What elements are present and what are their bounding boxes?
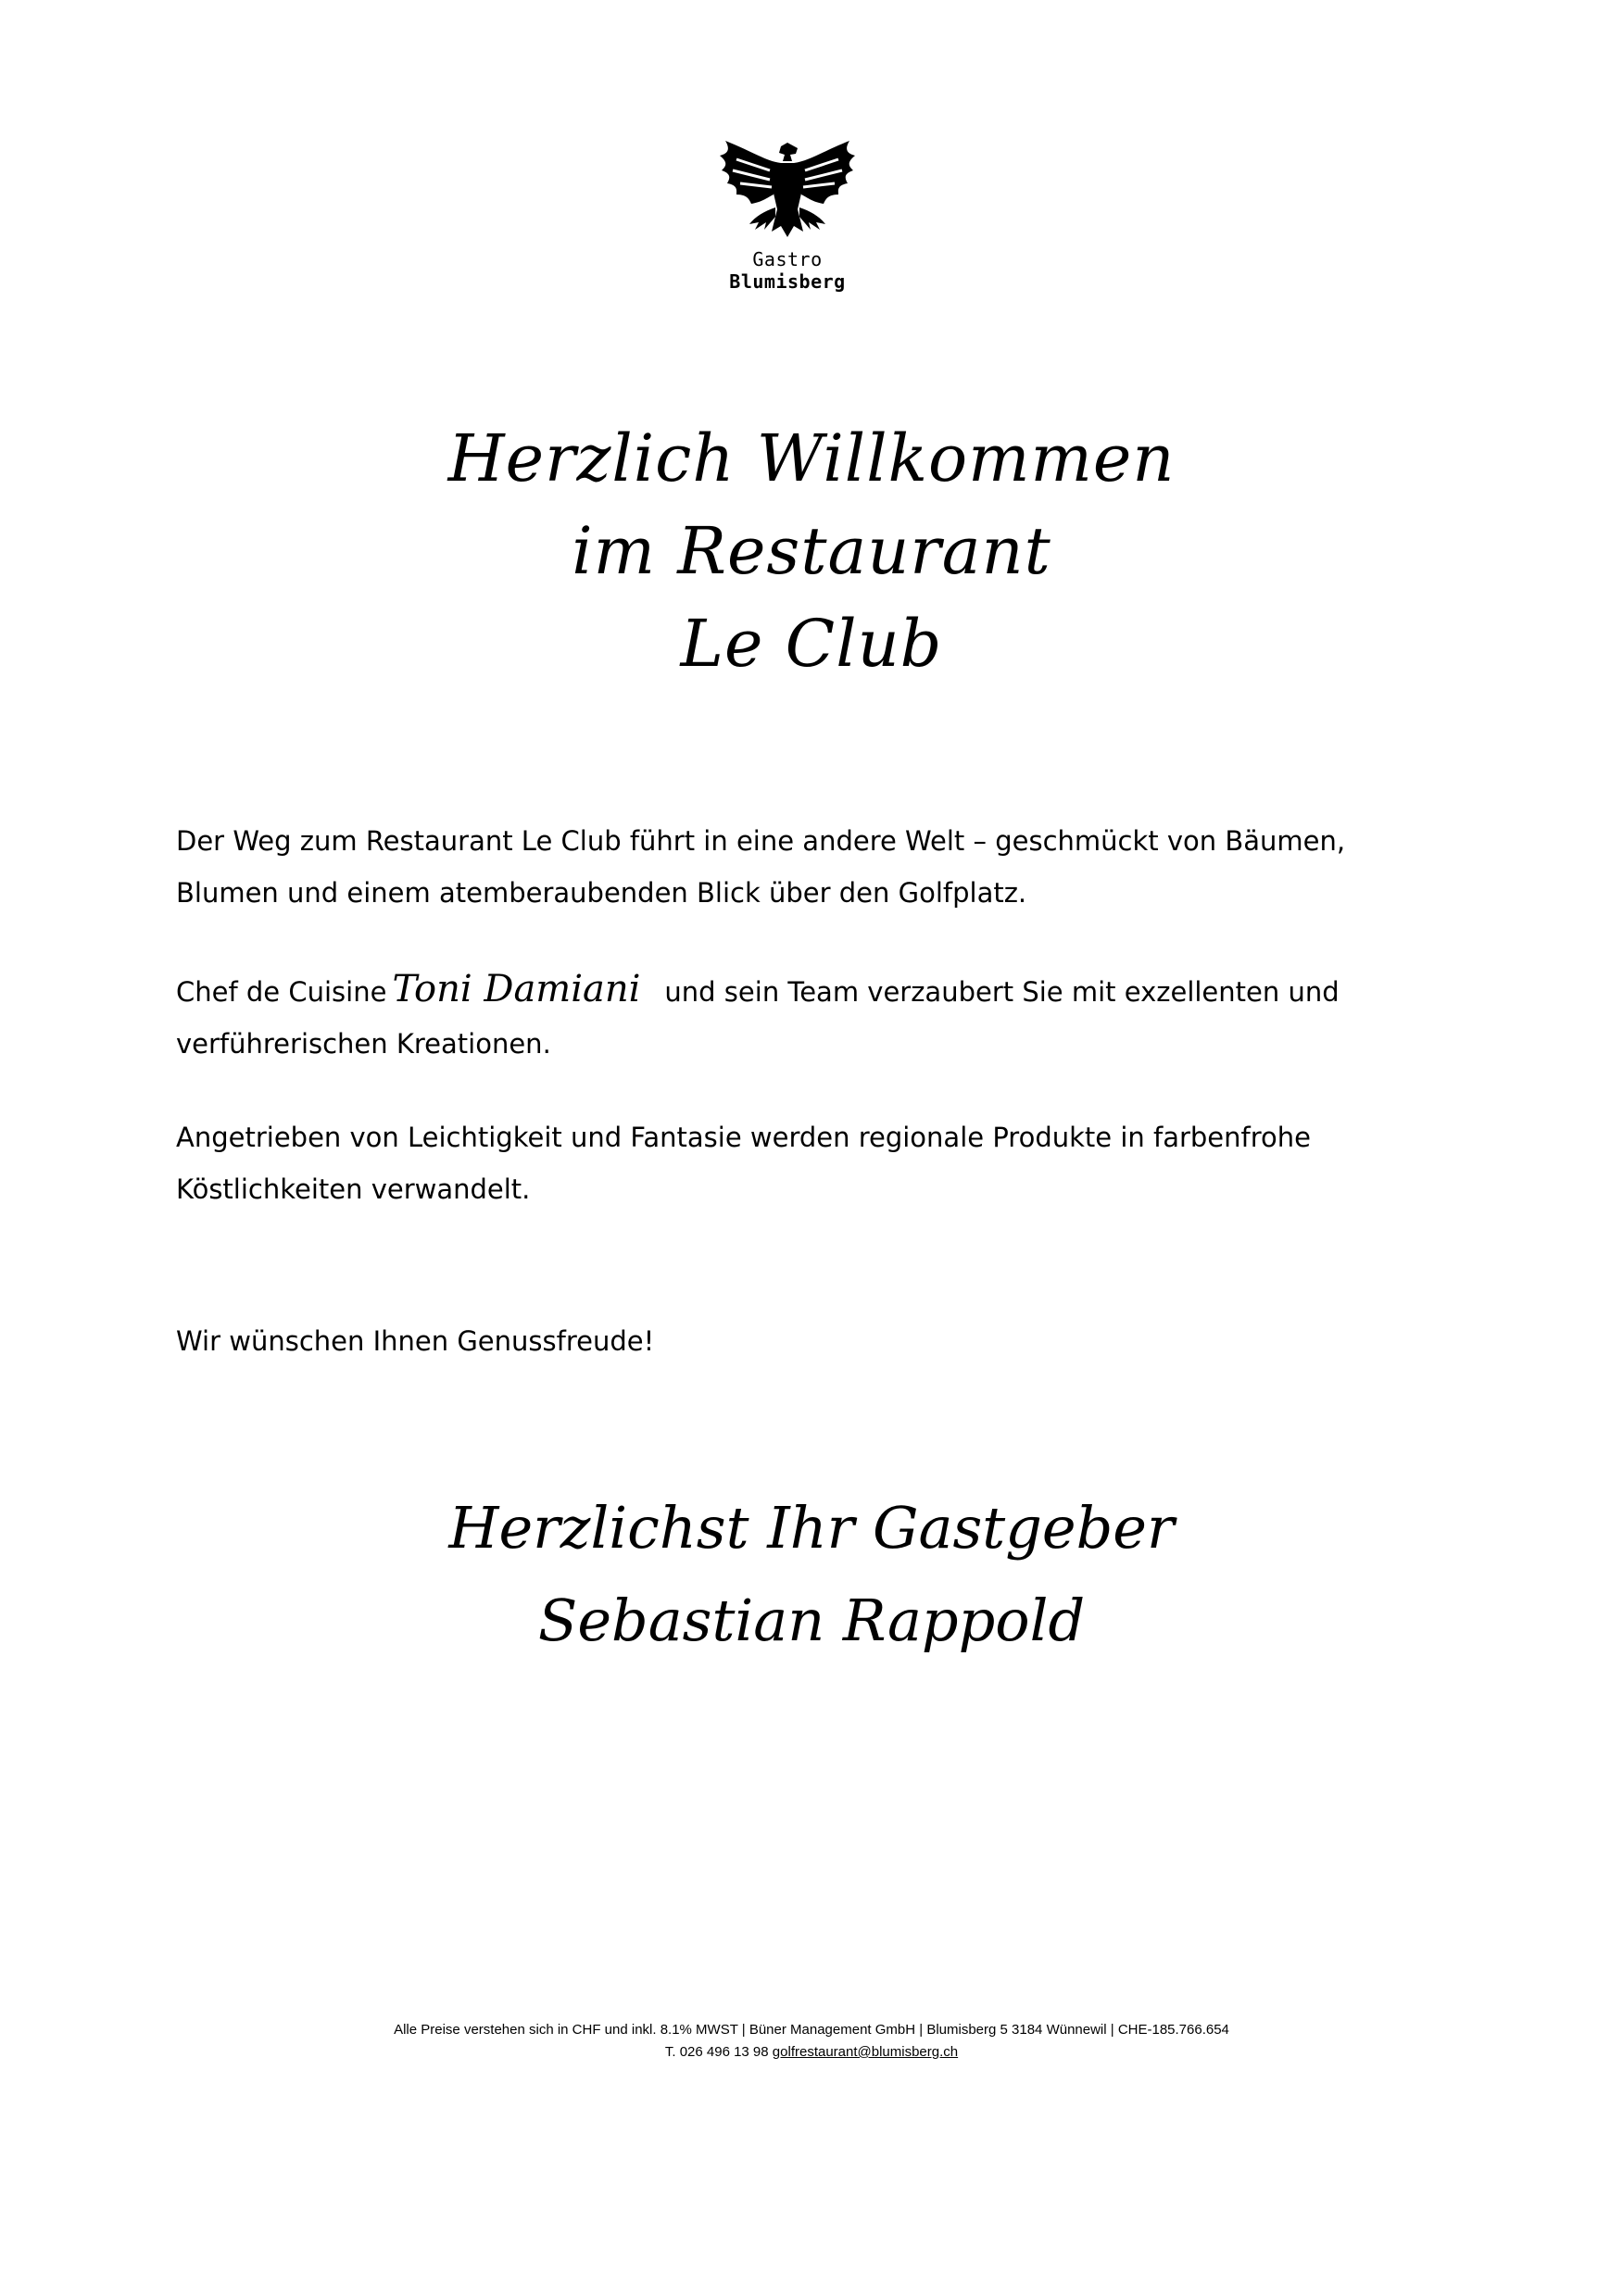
paragraph-path: Der Weg zum Restaurant Le Club führt in eine andere Welt – geschmückt von Bäumen, Blumen und einem atemberaubenden Blick über den Golfplatz.	[176, 825, 1346, 909]
chef-outro-text: und sein Team verzaubert Sie mit exzellenten und verführerischen Kreationen.	[176, 976, 1340, 1060]
closing-line-1: Herzlichst Ihr Gastgeber	[448, 1494, 1175, 1562]
chef-paragraph	[176, 963, 1454, 1070]
footer-contact-line	[0, 2041, 1623, 2064]
chef-name: Toni Damiani	[392, 968, 641, 1010]
chef-intro-text: Chef de Cuisine	[176, 976, 387, 1008]
closing-signature	[0, 1482, 1623, 1667]
products-paragraph	[176, 1111, 1454, 1215]
welcome-heading	[0, 412, 1623, 690]
footer-phone: T. 026 496 13 98	[664, 2044, 769, 2060]
paragraph-products: Angetrieben von Leichtigkeit und Fantasie werden regionale Produkte in farbenfrohe Köstlichkeiten verwandelt.	[176, 1122, 1311, 1205]
eagle-icon	[718, 139, 857, 248]
logo-line-gastro: Gastro	[752, 248, 823, 270]
logo-line-blumisberg: Blumisberg	[729, 270, 846, 293]
footer	[0, 2019, 1623, 2064]
intro-paragraph	[176, 815, 1454, 919]
footer-email-link[interactable]: golfrestaurant@blumisberg.ch	[772, 2044, 959, 2060]
footer-legal-line: Alle Preise verstehen sich in CHF und inkl. 8.1% MWST | Büner Management GmbH | Blumisberg 5 3184 Wünnewil | CHE-185.766.654	[394, 2022, 1229, 2038]
welcome-line-1: Herzlich Willkommen	[447, 420, 1176, 496]
wish-paragraph	[176, 1315, 1454, 1367]
paragraph-wish: Wir wünschen Ihnen Genussfreude!	[176, 1325, 655, 1357]
welcome-line-3: Le Club	[680, 606, 943, 682]
logo	[713, 139, 862, 293]
welcome-line-2: im Restaurant	[572, 513, 1051, 589]
host-name: Sebastian Rappold	[537, 1587, 1086, 1654]
